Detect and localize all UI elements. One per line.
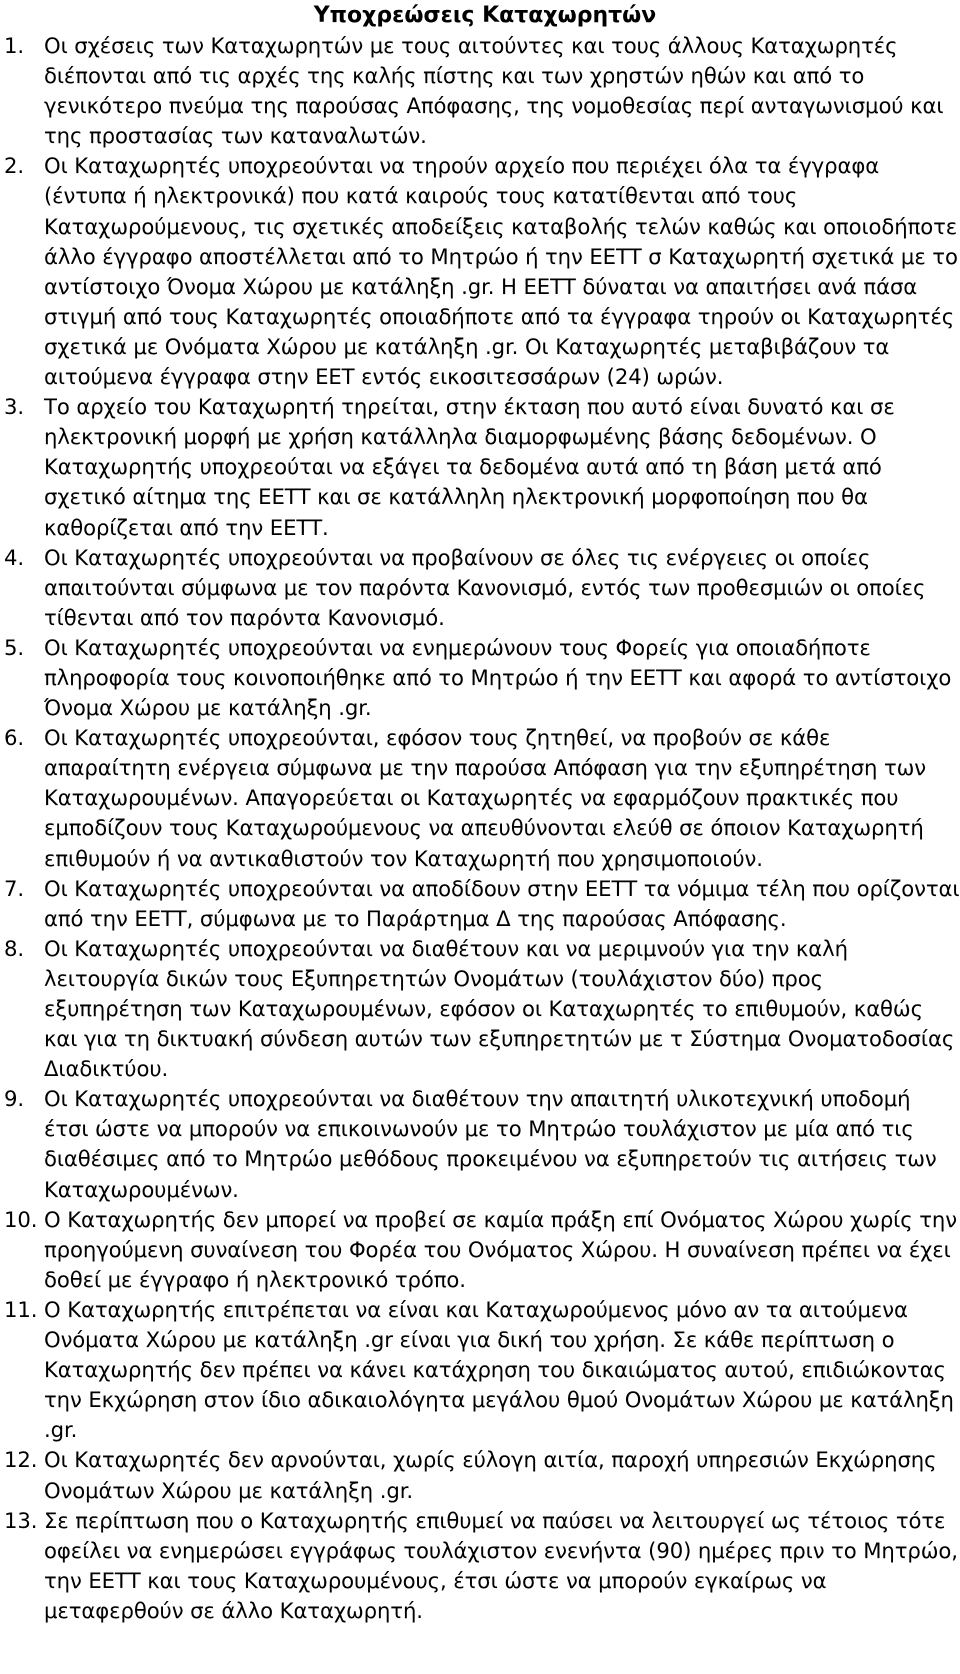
item-text: Οι Καταχωρητές υποχρεούνται, εφόσον τους ζητηθεί, να προβούν σε κάθε απαραίτητη ενέργεια σύμφωνα με την παρούσα Απόφαση για την εξυπηρέτηση των Καταχωρουμένων. Απαγορεύεται οι Καταχωρητές να εφαρμόζουν πρακτικές που εμποδίζουν τους Καταχωρούμενους να απευθύνονται ελεύθ σε όποιον Καταχωρητή επιθυμούν ή να αντικαθιστούν τον Καταχωρητή που χρησιμοποιούν. — [44, 725, 927, 871]
item-number: 5. — [4, 634, 25, 660]
list-item — [0, 31, 960, 151]
item-text: Ο Καταχωρητής δεν μπορεί να προβεί σε καμία πράξη επί Ονόματος Χώρου χωρίς την προηγούμενη συναίνεση του Φορέα του Ονόματος Χώρου. Η συναίνεση πρέπει να έχει δοθεί με έγγραφο ή ηλεκτρονικό τρόπο. — [44, 1206, 957, 1292]
item-number: 13. — [4, 1507, 38, 1533]
item-text: Οι Καταχωρητές υποχρεούνται να ενημερώνουν τους Φορείς για οποιαδήποτε πληροφορία τους κοινοποιήθηκε από το Μητρώο ή την ΕΕΤΤ και αφορά το αντίστοιχο Όνομα Χώρου με κατάληξη .gr. — [44, 634, 952, 721]
item-text: Το αρχείο του Καταχωρητή τηρείται, στην έκταση που αυτό είναι δυνατό και σε ηλεκτρονική μορφή με χρήση κατάλληλα διαμορφωμένης βάσης δεδομένων. Ο Καταχωρητής υποχρεούται να εξάγει τα δεδομένα αυτά από τη βάση μετά από σχετικό αίτημα της ΕΕΤΤ και σε κατάλληλη ηλεκτρονική μορφοποίηση που θα καθορίζεται από την ΕΕΤΤ. — [44, 394, 895, 540]
document-title: Υποχρεώσεις Καταχωρητών — [313, 3, 657, 28]
item-text: Οι Καταχωρητές υποχρεούνται να διαθέτουν και να μεριμνούν για την καλή λειτουργία δικών τους Εξυπηρετητών Ονομάτων (τουλάχιστον δύο) προς εξυπηρέτηση των Καταχωρουμένων, εφόσον οι Καταχωρητές το επιθυμούν, καθώς και για τη δικτυακή σύνδεση αυτών των εξυπηρετητών με τ Σύστημα Ονοματοδοσίας Διαδικτύου. — [44, 935, 955, 1082]
list-item — [0, 1506, 960, 1626]
item-number: 1. — [4, 33, 25, 58]
item-text: Οι Καταχωρητές υποχρεούνται να αποδίδουν στην ΕΕΤΤ τα νόμιμα τέλη που ορίζονται από την ΕΕΤΤ, σύμφωνα με το Παράρτημα Δ της παρούσας Απόφασης. — [44, 875, 960, 931]
item-number: 8. — [4, 935, 25, 961]
list-item — [0, 392, 960, 542]
list-item — [0, 1445, 960, 1505]
item-number: 7. — [4, 875, 25, 901]
list-item — [0, 151, 960, 392]
item-number: 2. — [4, 153, 25, 179]
list-item — [0, 1084, 960, 1204]
item-number: 10. — [4, 1206, 38, 1232]
list-item — [0, 723, 960, 873]
item-text: Οι Καταχωρητές δεν αρνούνται, χωρίς εύλογη αιτία, παροχή υπηρεσιών Εκχώρησης Ονομάτων Χώρου με κατάληξη .gr. — [44, 1447, 937, 1503]
list-item — [0, 543, 960, 633]
item-number: 4. — [4, 544, 25, 570]
list-item — [0, 874, 960, 934]
item-number: 12. — [4, 1447, 38, 1473]
list-item — [0, 633, 960, 723]
item-text: Οι Καταχωρητές υποχρεούνται να προβαίνουν σε όλες τις ενέργειες οι οποίες απαιτούνται σύμφωνα με τον παρόντα Κανονισμό, εντός των προθεσμιών οι οποίες τίθενται από τον παρόντα Κανονισμό. — [44, 544, 926, 630]
item-number: 6. — [4, 725, 25, 751]
item-number: 11. — [4, 1296, 38, 1322]
list-item — [0, 1295, 960, 1445]
item-text: Οι Καταχωρητές υποχρεούνται να τηρούν αρχείο που περιέχει όλα τα έγγραφα (έντυπα ή ηλεκτρονικά) που κατά καιρούς τους κατατίθενται από τους Καταχωρούμενους, τις σχετικές αποδείξεις καταβολής τελών καθώς και οποιοδήποτε άλλο έγγραφο αποστέλλεται από το Μητρώο ή την ΕΕΤΤ σ Καταχωρητή σχετικά με το αντίστοιχο Όνομα Χώρου με κατάληξη .gr. Η ΕΕΤΤ δύναται να απαιτήσει ανά πάσα στιγμή από τους Καταχωρητές οποιαδήποτε από τα έγγραφα τηρούν οι Καταχωρητές σχετικά με Ονόματα Χώρου με κατάληξη .gr. Οι Καταχωρητές μεταβιβάζουν τα αιτούμενα έγγραφα στην ΕΕΤ εντός εικοσιτεσσάρων (24) ωρών. — [44, 153, 958, 390]
list-item — [0, 1205, 960, 1295]
list-item — [0, 934, 960, 1084]
item-text: Σε περίπτωση που ο Καταχωρητής επιθυμεί να παύσει να λειτουργεί ως τέτοιος τότε οφείλει να ενημερώσει εγγράφως τουλάχιστον ενενήντα (90) ημέρες πριν το Μητρώο, την ΕΕΤΤ και τους Καταχωρουμένους, έτσι ώστε να μπορούν εγκαίρως να μεταφερθούν σε άλλο Καταχωρητή. — [44, 1507, 958, 1623]
item-text: Ο Καταχωρητής επιτρέπεται να είναι και Καταχωρούμενος μόνο αν τα αιτούμενα Ονόματα Χώρου με κατάληξη .gr είναι για δική του χρήση. Σε κάθε περίπτωση ο Καταχωρητής δεν πρέπει να κάνει κατάχρηση του δικαιώματος αυτού, επιδιώκοντας την Εκχώρηση στον ίδιο αδικαιολόγητα μεγάλου θμού Ονομάτων Χώρου με κατάληξη .gr. — [44, 1296, 954, 1443]
item-text: Οι σχέσεις των Καταχωρητών με τους αιτούντες και τους άλλους Καταχωρητές διέπονται από τις αρχές της καλής πίστης και των χρηστών ηθών και από το γενικότερο πνεύμα της παρούσας Απόφασης, της νομοθεσίας περί ανταγωνισμού και της προστασίας των καταναλωτών. — [44, 33, 944, 149]
item-number: 3. — [4, 394, 25, 420]
item-number: 9. — [4, 1086, 25, 1112]
item-text: Οι Καταχωρητές υποχρεούνται να διαθέτουν την απαιτητή υλικοτεχνική υποδομή έτσι ώστε να μπορούν να επικοινωνούν με το Μητρώο τουλάχιστον με μία από τις διαθέσιμες από το Μητρώο μεθόδους προκειμένου να εξυπηρετούν τις αιτήσεις των Καταχωρουμένων. — [44, 1086, 937, 1202]
obligations-list — [0, 31, 960, 1626]
